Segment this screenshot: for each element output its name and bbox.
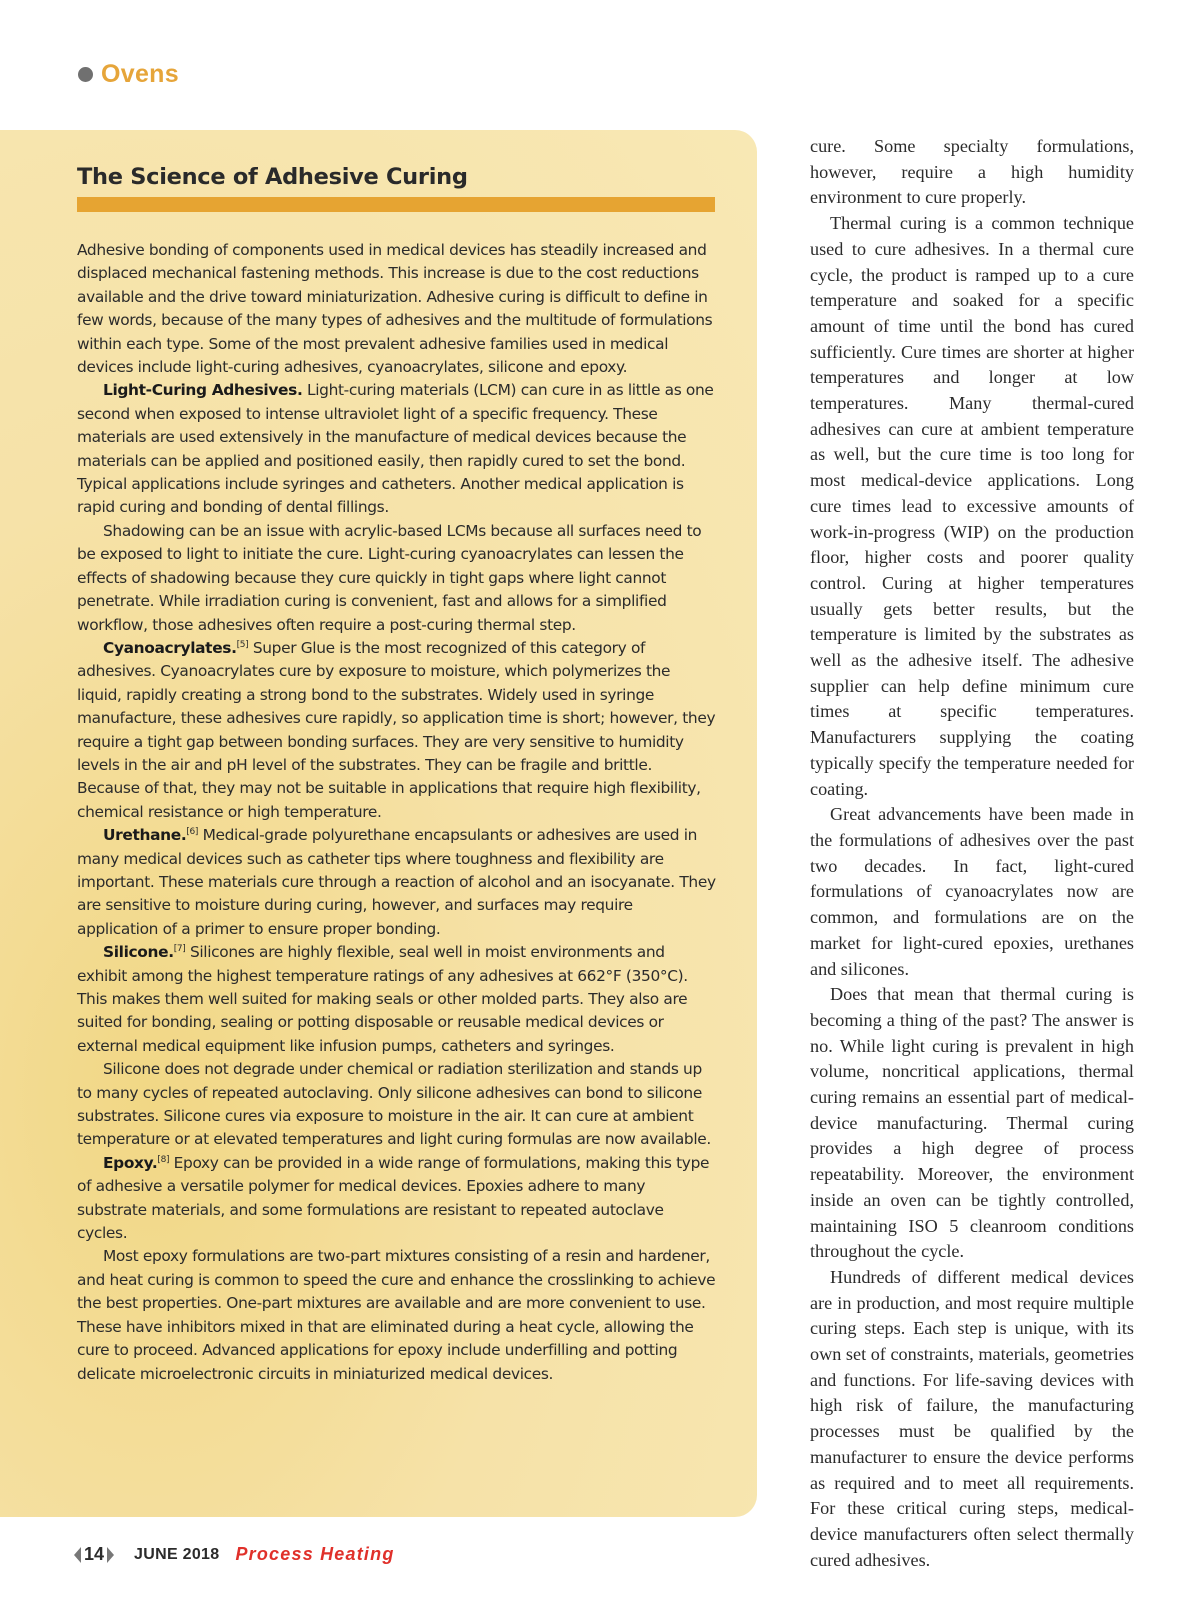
epoxy-paragraph	[77, 1152, 717, 1246]
light-curing-paragraph	[77, 379, 717, 519]
arrow-left-icon	[74, 1547, 81, 1563]
epoxy-heading: Epoxy.	[103, 1153, 158, 1172]
cyanoacrylates-text: Super Glue is the most recognized of this category of adhesives. Cyanoacrylates cure by exposure to moisture, which polymerizes the liquid, rapidly creating a strong bond to the substrates. Widely used in syringe manufacture, these adhesives cure rapidly, so application time is short; however, they require a tight gap between bonding surfaces. They are very sensitive to humidity levels in the air and pH level of the substrates. They can be fragile and brittle. Because of that, they may not be suitable in applications that require high flexibility, chemical resistance or high temperature.	[77, 638, 716, 821]
issue-date: JUNE 2018	[134, 1545, 220, 1563]
sidebar-box	[0, 130, 757, 1517]
reference-7: [7]	[173, 944, 186, 955]
article-paragraph: cure. Some specialty formulations, however, require a high humidity environment to cure properly.	[810, 136, 1134, 208]
urethane-text: Medical-grade polyurethane encapsulants or adhesives are used in many medical devices such as catheter tips where toughness and flexibility are important. These materials cure through a reaction of alcohol and an isocyanate. They are sensitive to moisture during curing, however, and surfaces may require application of a primer to ensure proper bonding.	[77, 826, 716, 938]
section-label: Ovens	[101, 60, 179, 88]
reference-5: [5]	[236, 639, 249, 650]
epoxy-text: Epoxy can be provided in a wide range of formulations, making this type of adhesive a versatile polymer for medical devices. Epoxies adhere to many substrate materials, and some formulations are resistant to repeated autoclave cycles.	[77, 1153, 710, 1243]
arrow-right-icon	[107, 1547, 114, 1563]
article-paragraph: Does that mean that thermal curing is becoming a thing of the past? The answer is no. While light curing is prevalent in high volume, noncritical applications, thermal curing remains an essential part of medical-device manufacturing. Thermal curing provides a high degree of process repeatability. Moreover, the environment inside an oven can be tightly controlled, maintaining ISO 5 cleanroom conditions throughout the cycle.	[810, 984, 1134, 1262]
light-curing-text: Light-curing materials (LCM) can cure in as little as one second when exposed to intense ultraviolet light of a specific frequency. These materials are used extensively in the manufacture of medical devices because the materials can be applied and positioned easily, then rapidly cured to set the bond. Typical applications include syringes and catheters. Another medical application is rapid curing and bonding of dental fillings.	[77, 381, 714, 517]
cyanoacrylates-paragraph	[77, 637, 717, 824]
section-tag	[78, 60, 179, 89]
sidebar-intro: Adhesive bonding of components used in medical devices has steadily increased and displaced mechanical fastening methods. This increase is due to the cost reductions available and the drive toward miniaturization. Adhesive curing is difficult to define in few words, because of the many types of adhesives and the multitude of formulations within each type. Some of the most prevalent adhesive families used in medical devices include light-curing adhesives, cyanoacrylates, silicone and epoxy.	[77, 241, 713, 377]
silicone-text: Silicones are highly flexible, seal well in moist environments and exhibit among the highest temperature ratings of any adhesives at 662°F (350°C). This makes them well suited for making seals or other molded parts. They also are suited for bonding, sealing or potting disposable or reusable medical devices or external medical equipment like infusion pumps, catheters and syringes.	[77, 943, 688, 1055]
epoxy-paragraph-2: Most epoxy formulations are two-part mixtures consisting of a resin and hardener, and heat curing is common to speed the cure and enhance the crosslinking to achieve the best properties. One-part mixtures are available and are more convenient to use. These have inhibitors mixed in that are eliminated during a heat cycle, allowing the cure to proceed. Advanced applications for epoxy include underfilling and potting delicate microelectronic circuits in miniaturized medical devices.	[77, 1247, 716, 1383]
silicone-heading: Silicone.	[103, 943, 174, 962]
article-column	[810, 134, 1134, 1573]
urethane-paragraph	[77, 824, 717, 941]
magazine-name: Process Heating	[235, 1544, 395, 1564]
reference-6: [6]	[186, 827, 199, 838]
article-paragraph: Thermal curing is a common technique used to cure adhesives. In a thermal cure cycle, the product is ramped up to a cure temperature and soaked for a specific amount of time until the bond has cured sufficiently. Cure times are shorter at higher temperatures and longer at low temperatures. Many thermal-cured adhesives can cure at ambient temperature as well, but the cure time is too long for most medical-device applications. Long cure times lead to excessive amounts of work-in-progress (WIP) on the production floor, higher costs and poorer quality control. Curing at higher temperatures usually gets better results, but the temperature is limited by the substrates as well as the adhesive itself. The adhesive supplier can help define minimum cure times at specific temperatures. Manufacturers supplying the coating typically specify the temperature needed for coating.	[810, 213, 1134, 799]
urethane-heading: Urethane.	[103, 826, 187, 845]
silicone-paragraph	[77, 941, 717, 1058]
reference-8: [8]	[157, 1154, 170, 1165]
title-rule	[77, 197, 715, 212]
article-paragraph: Hundreds of different medical devices are in production, and most require multiple curing steps. Each step is unique, with its own set of constraints, materials, geometries and functions. For life-saving devices with high risk of failure, the manufacturing processes must be qualified by the manufacturer to ensure the device performs as required and to meet all requirements. For these critical curing steps, medical-device manufacturers often select thermally cured adhesives.	[810, 1266, 1134, 1570]
cyanoacrylates-heading: Cyanoacrylates.	[103, 638, 237, 657]
bullet-icon	[78, 67, 93, 82]
shadowing-paragraph: Shadowing can be an issue with acrylic-based LCMs because all surfaces need to be exposed to light to initiate the cure. Light-curing cyanoacrylates can lessen the effects of shadowing because they cure quickly in tight gaps where light cannot penetrate. While irradiation curing is convenient, fast and allows for a simplified workflow, those adhesives often require a post-curing thermal step.	[77, 521, 702, 634]
light-curing-heading: Light-Curing Adhesives.	[103, 381, 303, 400]
silicone-paragraph-2: Silicone does not degrade under chemical or radiation sterilization and stands up to many cycles of repeated autoclaving. Only silicone adhesives can bond to silicone substrates. Silicone cures via exposure to moisture in the air. It can cure at ambient temperature or at elevated temperatures and light curing formulas are now available.	[77, 1060, 711, 1149]
sidebar-title: The Science of Adhesive Curing	[77, 164, 468, 190]
page-number: 14	[84, 1544, 105, 1564]
page-footer	[74, 1544, 395, 1565]
sidebar-body	[77, 239, 717, 1386]
article-paragraph: Great advancements have been made in the formulations of adhesives over the past two decades. In fact, light-cured formulations of cyanoacrylates now are common, and formulations are on the market for light-cured epoxies, urethanes and silicones.	[810, 804, 1134, 979]
